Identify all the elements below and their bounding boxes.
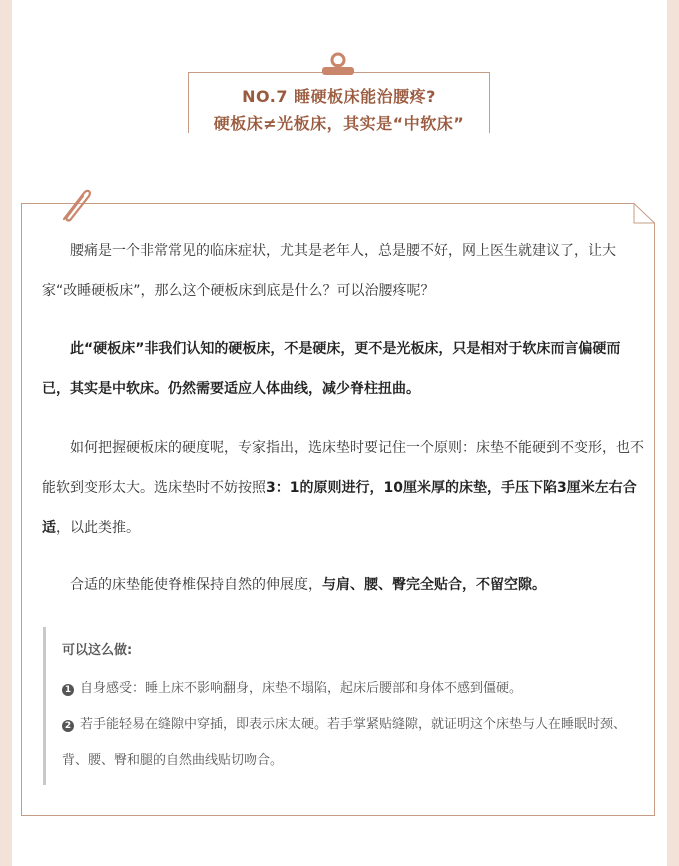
tip-text: 自身感受：睡上床不影响翻身，床垫不塌陷，起床后腰部和身体不感到僵硬。 xyxy=(80,681,523,696)
tips-title: 可以这么做: xyxy=(62,643,133,658)
tips-block xyxy=(43,627,646,785)
header-subtitle: 硬板床≠光板床，其实是“中软床” xyxy=(213,114,465,133)
paragraph-hardness-tail: ，以此类推。 xyxy=(56,520,140,536)
paragraph-fit-text: 合适的床垫能使脊椎保持自然的伸展度， xyxy=(70,577,322,593)
paragraph-intro: 腰痛是一个非常常见的临床症状，尤其是老年人，总是腰不好，网上医生就建议了，让大家“改睡硬板床”，那么这个硬板床到底是什么？可以治腰疼呢？ xyxy=(42,243,616,299)
tip-text: 若手能轻易在缝隙中穿插，即表示床太硬。若手掌紧贴缝隙，就证明这个床垫与人在睡眠时颈、背、腰、臀和腿的自然曲线贴切吻合。 xyxy=(62,717,627,768)
paragraph-key-point: 此“硬板床”非我们认知的硬板床，不是硬床，更不是光板床，只是相对于软床而言偏硬而已，其实是中软床。仍然需要适应人体曲线，减少脊柱扭曲。 xyxy=(42,341,621,397)
page xyxy=(12,0,667,866)
paragraph-hardness xyxy=(42,428,644,548)
paragraph-fit xyxy=(42,565,644,605)
paragraph-fit-emphasis: 与肩、腰、臀完全贴合，不留空隙。 xyxy=(322,577,546,593)
header-title: NO.7 睡硬板床能治腰疼? xyxy=(242,87,436,106)
tip-number-badge: 2 xyxy=(62,720,74,732)
tip-item xyxy=(62,707,642,779)
paragraph-hardness-text: 如何把握硬板床的硬度呢，专家指出，选床垫时要记住一个原则：床垫不能硬到不变形，也不能软到变形太大。选床垫时不妨按照 xyxy=(42,440,644,496)
paperclip-icon xyxy=(52,183,96,227)
tip-item xyxy=(62,671,642,707)
tip-number-badge: 1 xyxy=(62,684,74,696)
pushpin-icon xyxy=(320,52,356,78)
paragraph-hardness-rule: 3：1的原则进行，10厘米厚的床垫，手压下陷3厘米左右合适 xyxy=(42,480,637,536)
